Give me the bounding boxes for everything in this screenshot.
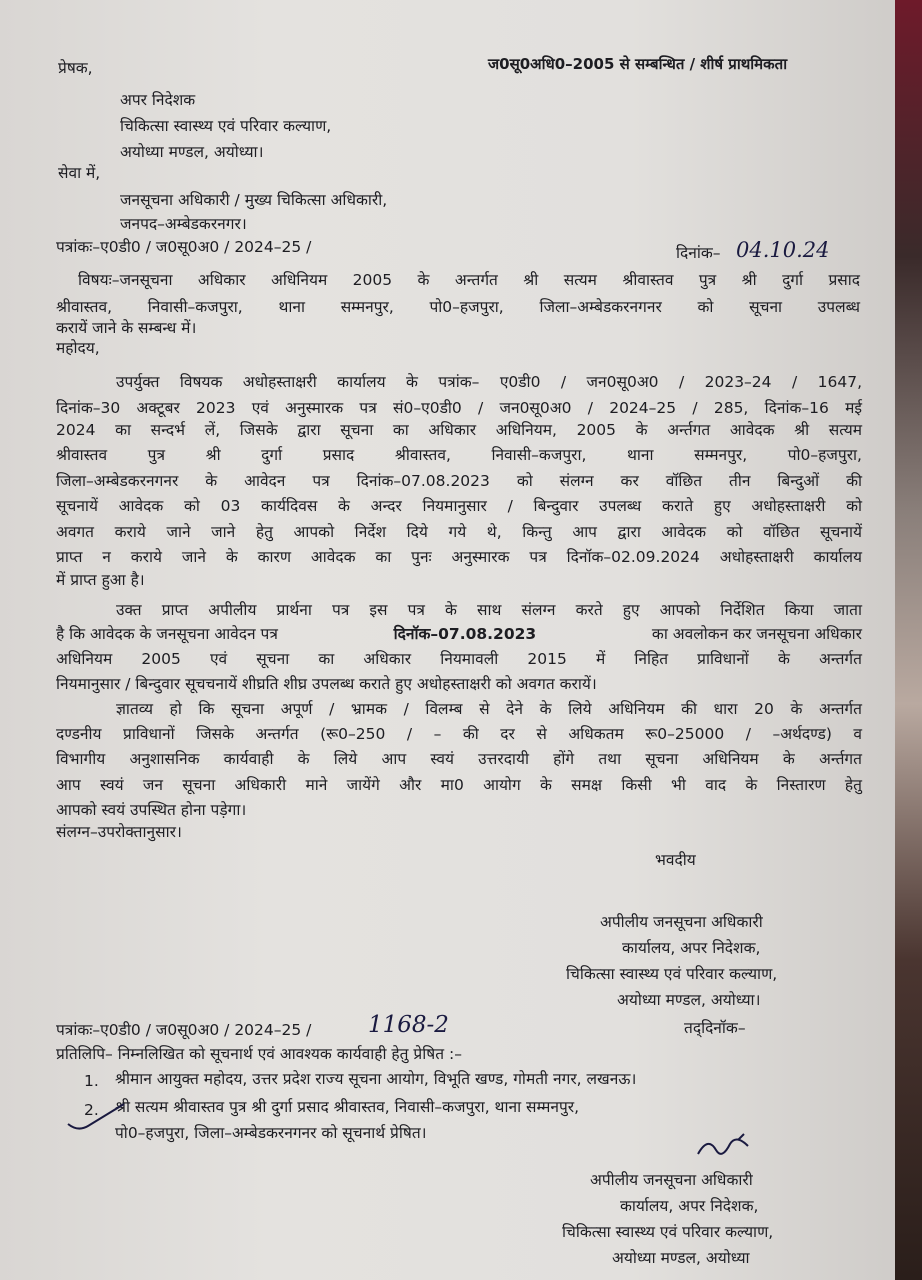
copy-item-number: 1.: [84, 1072, 99, 1090]
copy-reference-handwritten: 1168-2: [368, 1012, 449, 1038]
background-fabric: [895, 0, 922, 1280]
para1-line: उपर्युक्त विषयक अधोहस्ताक्षरी कार्यालय के पत्रांक– ए0डी0 / जन0सू0अ0 / 2023–24 / 1647,: [116, 373, 862, 391]
sender-label: प्रेषक,: [58, 59, 93, 77]
para1-line: श्रीवास्तव पुत्र श्री दुर्गा प्रसाद श्रीवास्तव, निवासी–कजपुरा, थाना सम्मनपुर, पो0–हजपुरा,: [56, 446, 862, 464]
recipient-label: सेवा में,: [58, 164, 101, 182]
copy-date-label: तद्‌दिनॉक–: [684, 1019, 746, 1037]
para3-line: विभागीय अनुशासनिक कार्यवाही के लिये आप स्वयं उत्तरदायी होंगे तथा सूचना अधिनियम के अर्न्तगत: [56, 750, 862, 768]
copy-reference-number: पत्रांकः–ए0डी0 / ज0सू0अ0 / 2024–25 /: [56, 1021, 312, 1039]
para2-line-2: [56, 624, 862, 645]
para1-line: जिला–अम्बेडकरनगनर के आवेदन पत्र दिनांक–07.08.2023 को संलग्न कर वॉछित तीन बिन्दुओं की: [56, 472, 862, 490]
signature2-line: अपीलीय जनसूचना अधिकारी: [590, 1171, 753, 1189]
para2-line: नियमानुसार / बिन्दुवार सूचचनायें शीघ्रति शीघ्र उपलब्ध कराते हुए अधोहस्ताक्षरी को अवगत करायें।: [56, 675, 597, 693]
copy-item-number: 2.: [84, 1101, 99, 1119]
para1-line: प्राप्त न कराये जाने के कारण आवेदक का पुनः अनुस्मारक पत्र दिनॉक–02.09.2024 अधोहस्ताक्षरी कार्यालय: [56, 548, 862, 566]
para1-line: में प्राप्त हुआ है।: [56, 571, 145, 589]
para3-line: आपको स्वयं उपस्थित होना पड़ेगा।: [56, 801, 247, 819]
para3-line: आप स्वयं जन सूचना अधिकारी माने जायेंगे और मा0 आयोग के समक्ष किसी भी वाद के निस्तारण हेतु: [56, 776, 862, 794]
enclosure-note: संलग्न–उपरोक्तानुसार।: [56, 823, 182, 841]
copy-intro: प्रतिलिपि– निम्नलिखित को सूचनार्थ एवं आवश्यक कार्यवाही हेतु प्रेषित :–: [56, 1045, 462, 1063]
copy-item-text-cont: पो0–हजपुरा, जिला–अम्बेडकरनगनर को सूचनार्थ प्रेषित।: [115, 1124, 427, 1142]
copy-item-text: श्रीमान आयुक्त महोदय, उत्तर प्रदेश राज्य सूचना आयोग, विभूति खण्ड, गोमती नगर, लखनऊ।: [115, 1070, 637, 1088]
subject-line-3: करायें जाने के सम्बन्ध में।: [56, 319, 197, 337]
subject-line-2: श्रीवास्तव, निवासी–कजपुरा, थाना सम्मनपुर, पो0–हजपुरा, जिला–अम्बेडकरनगनर को सूचना उपलब्ध: [56, 298, 860, 316]
signature2-line: कार्यालय, अपर निदेशक,: [620, 1197, 759, 1215]
signature1-line: चिकित्सा स्वास्थ्य एवं परिवार कल्याण,: [566, 965, 778, 983]
para2-line-2-post: का अवलोकन कर जनसूचना अधिकार: [651, 625, 862, 643]
para1-line: अवगत कराये जाने जाने हेतु आपको निर्देश दिये गये थे, किन्तु आप द्वारा आवेदक को वॉछित सूचनायें: [56, 523, 862, 541]
signature1-line: अयोध्या मण्डल, अयोध्या।: [617, 991, 761, 1009]
signature2-line: अयोध्या मण्डल, अयोध्या: [612, 1249, 750, 1267]
para3-line: दण्डनीय प्राविधानों जिसके अन्तर्गत (रू0–250 / – की दर से अधिकतम रू0–25000 / –अर्थदण्ड) व: [56, 725, 862, 743]
sender-line-1: अपर निदेशक: [120, 91, 196, 109]
subject-line-1: विषयः–जनसूचना अधिकार अधिनियम 2005 के अन्तर्गत श्री सत्यम श्रीवास्तव पुत्र श्री दुर्गा प्रसाद: [78, 271, 860, 289]
para1-line: सूचनायें आवेदक को 03 कार्यदिवस के अन्दर नियमानुसार / बिन्दुवार उपलब्ध कराते हुए अधोहस्ताक्षरी को: [56, 497, 862, 515]
salutation: महोदय,: [56, 339, 100, 357]
copy-item-text: श्री सत्यम श्रीवास्तव पुत्र श्री दुर्गा प्रसाद श्रीवास्तव, निवासी–कजपुरा, थाना सम्मनपुर,: [115, 1098, 580, 1116]
para2-line-2-pre: है कि आवेदक के जनसूचना आवेदन पत्र: [56, 625, 278, 643]
reference-date-handwritten: 04.10.24: [736, 238, 830, 262]
application-date-bold: दिनॉक–07.08.2023: [393, 625, 537, 643]
signature1-line: कार्यालय, अपर निदेशक,: [622, 939, 761, 957]
para2-line: अधिनियम 2005 एवं सूचना का अधिकार नियमावली 2015 में निहित प्राविधानों के अन्तर्गत: [56, 650, 862, 668]
para2-line: उक्त प्राप्त अपीलीय प्रार्थना पत्र इस पत्र के साथ संलग्न करते हुए आपको निर्देशित किया जाता: [116, 601, 862, 619]
handwritten-initials: [690, 1130, 770, 1166]
para1-line: 2024 का सन्दर्भ लें, जिसके द्वारा सूचना का अधिकार अधिनियम, 2005 के अर्न्तगत आवेदक श्री सत्यम: [56, 421, 862, 439]
recipient-line-2: जनपद–अम्बेडकरनगर।: [120, 215, 247, 233]
sender-line-3: अयोध्या मण्डल, अयोध्या।: [120, 143, 264, 161]
closing: भवदीय: [655, 851, 696, 869]
recipient-line-1: जनसूचना अधिकारी / मुख्य चिकित्सा अधिकारी,: [120, 191, 388, 209]
sender-line-2: चिकित्सा स्वास्थ्य एवं परिवार कल्याण,: [120, 117, 332, 135]
signature1-line: अपीलीय जनसूचना अधिकारी: [600, 913, 763, 931]
handwritten-tick-mark: [64, 1098, 134, 1134]
signature2-line: चिकित्सा स्वास्थ्य एवं परिवार कल्याण,: [562, 1223, 774, 1241]
priority-note: ज0सू0अधि0–2005 से सम्बन्धित / शीर्ष प्राथमिकता: [488, 55, 788, 73]
reference-date-label: दिनांक–: [676, 244, 721, 262]
para1-line: दिनांक–30 अक्टूबर 2023 एवं अनुस्मारक पत्र सं0–ए0डी0 / जन0सू0अ0 / 2024–25 / 285, दिनांक–16 मई: [56, 399, 862, 417]
reference-number: पत्रांकः–ए0डी0 / ज0सू0अ0 / 2024–25 /: [56, 238, 312, 256]
para3-line: ज्ञातव्य हो कि सूचना अपूर्ण / भ्रामक / विलम्ब से देने के लिये अधिनियम की धारा 20 के अन्तर्गत: [116, 700, 862, 718]
